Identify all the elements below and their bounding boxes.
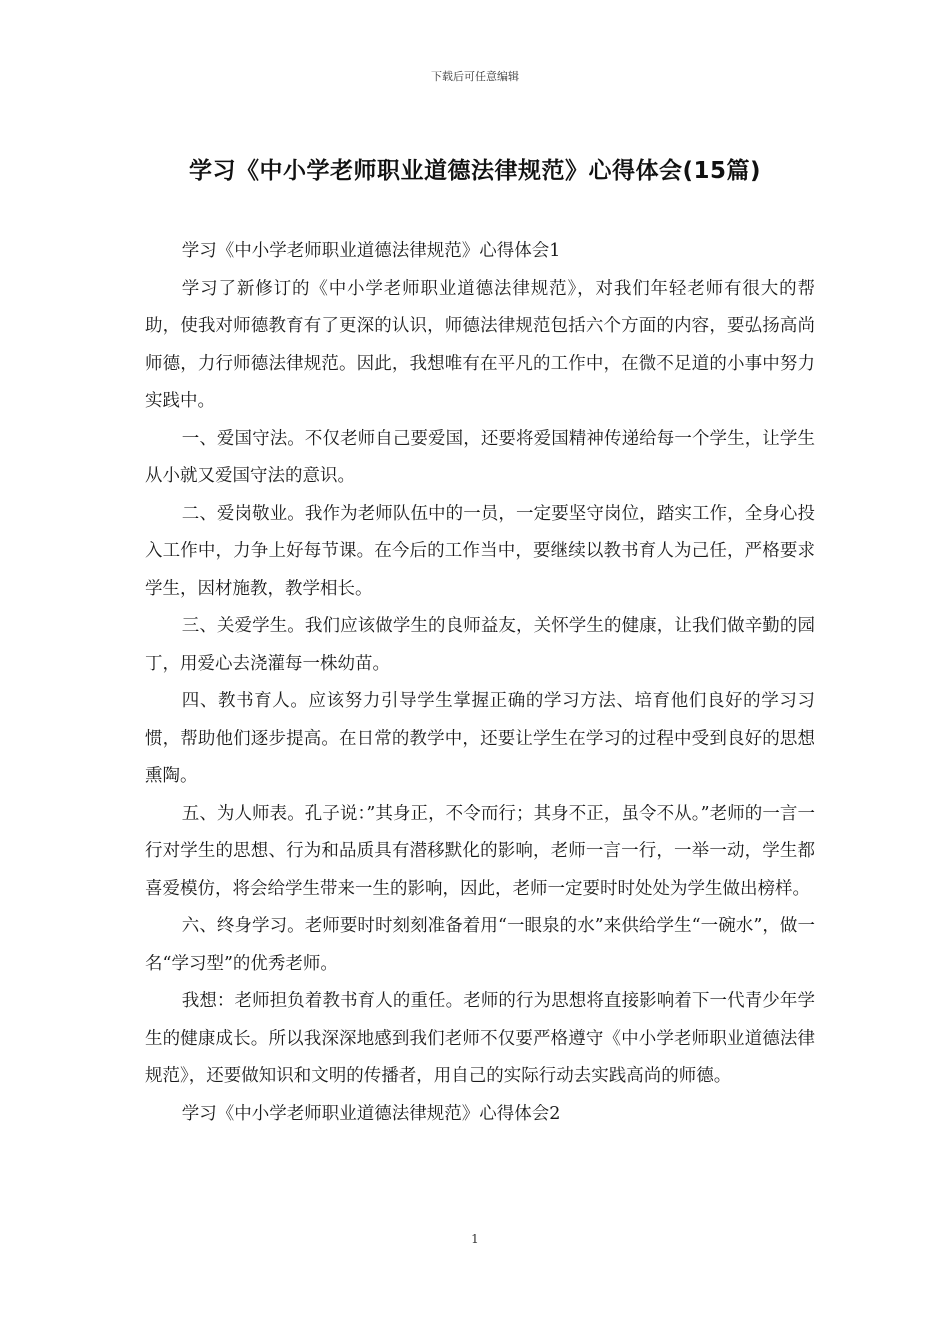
document-title: 学习《中小学老师职业道德法律规范》心得体会(15篇) xyxy=(188,158,762,184)
paragraph: 四、教书育人。应该努力引导学生掌握正确的学习方法、培育他们良好的学习习惯，帮助他们逐步提高。在日常的教学中，还要让学生在学习的过程中受到良好的思想熏陶。 xyxy=(145,691,815,786)
paragraph: 二、爱岗敬业。我作为老师队伍中的一员，一定要坚守岗位，踏实工作，全身心投入工作中，力争上好每节课。在今后的工作当中，要继续以教书育人为己任，严格要求学生，因材施教，教学相长。 xyxy=(145,503,815,599)
section-heading-2: 学习《中小学老师职业道德法律规范》心得体会2 xyxy=(181,1103,561,1124)
paragraph: 五、为人师表。孔子说：”其身正，不令而行；其身不正，虽令不从。”老师的一言一行对学生的思想、行为和品质具有潜移默化的影响，老师一言一行，一举一动，学生都喜爱模仿，将会给学生带来一生的影响，因此，老师一定要时时处处为学生做出榜样。 xyxy=(145,803,815,899)
page-number: 1 xyxy=(471,1232,479,1246)
paragraph: 六、终身学习。老师要时时刻刻准备着用“一眼泉的水”来供给学生“一碗水”，做一名“学习型”的优秀老师。 xyxy=(145,916,815,974)
paragraph: 三、关爱学生。我们应该做学生的良师益友，关怀学生的健康，让我们做辛勤的园丁，用爱心去浇灌每一株幼苗。 xyxy=(145,616,815,674)
paragraph: 我想：老师担负着教书育人的重任。老师的行为思想将直接影响着下一代青少年学生的健康成长。所以我深深地感到我们老师不仅要严格遵守《中小学老师职业道德法律规范》，还要做知识和文明的传播者，用自己的实际行动去实践高尚的师德。 xyxy=(145,991,815,1086)
paragraph: 学习了新修订的《中小学老师职业道德法律规范》，对我们年轻老师有很大的帮助，使我对师德教育有了更深的认识，师德法律规范包括六个方面的内容，要弘扬高尚师德，力行师德法律规范。因此，我想唯有在平凡的工作中，在微不足道的小事中努力实践中。 xyxy=(145,278,815,411)
document-body xyxy=(145,233,815,1133)
page-header: 下载后可任意编辑 xyxy=(431,70,519,83)
paragraph: 一、爱国守法。不仅老师自己要爱国，还要将爱国精神传递给每一个学生，让学生从小就又爱国守法的意识。 xyxy=(145,428,815,486)
section-heading-1: 学习《中小学老师职业道德法律规范》心得体会1 xyxy=(181,241,561,261)
